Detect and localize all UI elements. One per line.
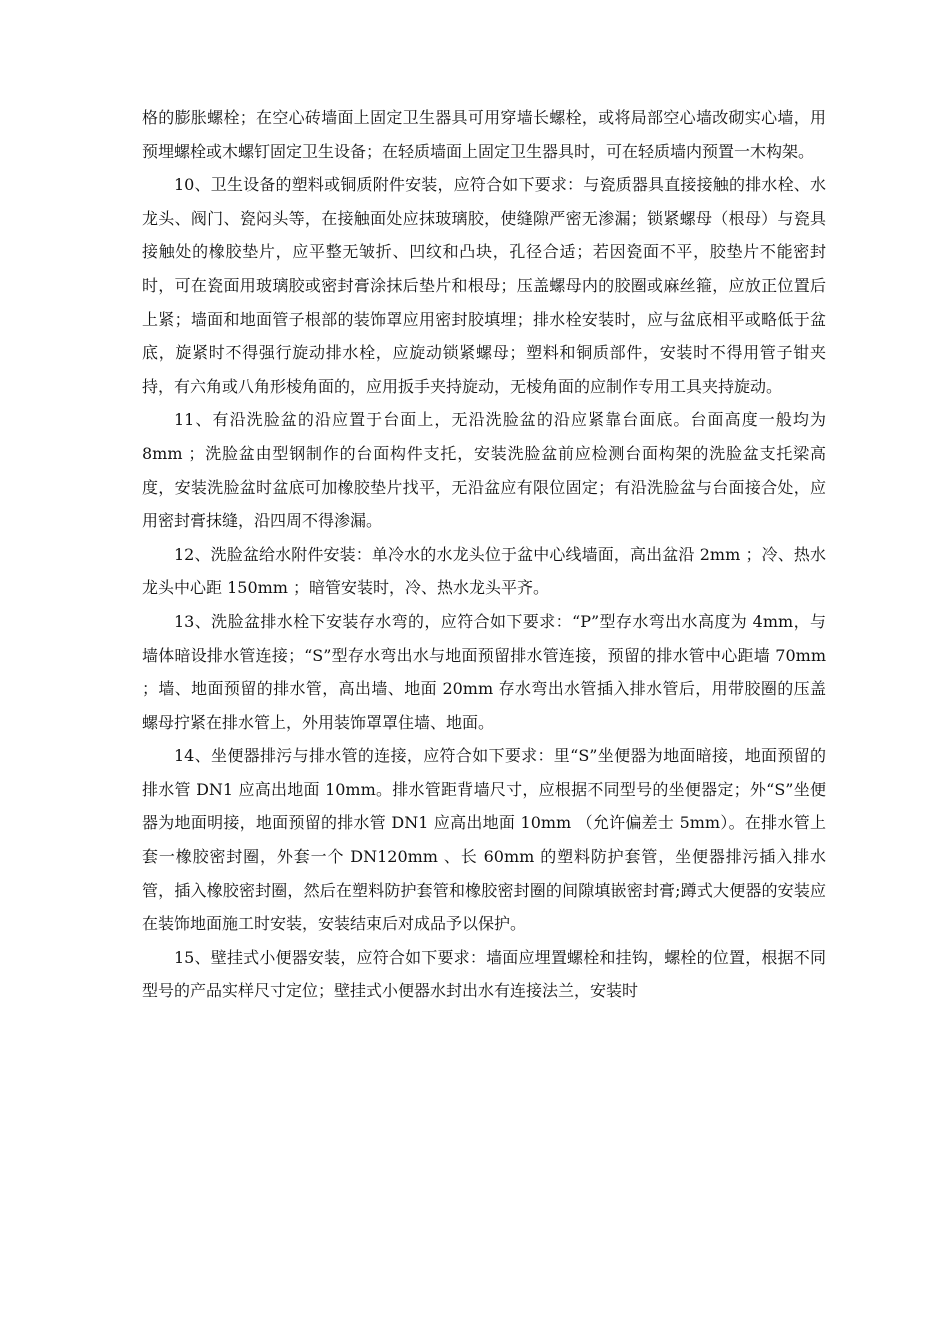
paragraph-continuation: 格的膨胀螺栓；在空心砖墙面上固定卫生器具可用穿墙长螺栓，或将局部空心墙改砌实心墙，用预埋螺栓或木螺钉固定卫生设备；在轻质墙面上固定卫生器具时，可在轻质墙内预置一木构架。 — [142, 108, 826, 161]
paragraph-item-14: 14、坐便器排污与排水管的连接，应符合如下要求：里“S”坐便器为地面暗接，地面预留的排水管 DN1 应高出地面 10mm。排水管距背墙尺寸，应根据不同型号的坐便器定；外“S”坐便器为地面明接，地面预留的排水管 DN1 应高出地面 10mm （允许偏差士 5mm）。在排水管上套一橡胶密封圈，外套一个 DN120mm 、长 60mm 的塑料防护套管，坐便器排污插入排水管，插入橡胶密封圈，然后在塑料防护套管和橡胶密封圈的间隙填嵌密封膏;蹲式大便器的安装应在装饰地面施工时安装，安装结束后对成品予以保护。 — [142, 746, 826, 934]
paragraph-item-15: 15、壁挂式小便器安装，应符合如下要求：墙面应埋置螺栓和挂钩，螺栓的位置，根据不同型号的产品实样尺寸定位；壁挂式小便器水封出水有连接法兰，安装时 — [142, 947, 826, 1001]
paragraph-item-10: 10、卫生设备的塑料或铜质附件安装，应符合如下要求：与瓷质器具直接接触的排水栓、水龙头、阀门、瓷闷头等，在接触面处应抹玻璃胶，使缝隙严密无渗漏；锁紧螺母（根母）与瓷具接触处的橡胶垫片，应平整无皱折、凹纹和凸块，孔径合适；若因瓷面不平，胶垫片不能密封时，可在瓷面用玻璃胶或密封膏涂抹后垫片和根母；压盖螺母内的胶圈或麻丝箍，应放正位置后上紧；墙面和地面管子根部的装饰罩应用密封胶填埋；排水栓安装时，应与盆底相平或略低于盆底，旋紧时不得强行旋动排水栓，应旋动锁紧螺母；塑料和铜质部件，安装时不得用管子钳夹持，有六角或八角形棱角面的，应用扳手夹持旋动，无棱角面的应制作专用工具夹持旋动。 — [142, 175, 826, 396]
paragraph-item-12: 12、洗脸盆给水附件安装：单冷水的水龙头位于盆中心线墙面，高出盆沿 2mm ；冷、热水龙头中心距 150mm ；暗管安装时，冷、热水龙头平齐。 — [142, 544, 826, 598]
paragraph-item-11: 11、有沿洗脸盆的沿应置于台面上，无沿洗脸盆的沿应紧靠台面底。台面高度一般均为 8mm ；洗脸盆由型钢制作的台面构件支托，安装洗脸盆前应检测台面构架的洗脸盆支托梁高度，安装洗脸盆时盆底可加橡胶垫片找平，无沿盆应有限位固定；有沿洗脸盆与台面接合处，应用密封膏抹缝，沿四周不得渗漏。 — [142, 410, 826, 531]
document-body — [142, 101, 826, 1008]
paragraph-item-13: 13、洗脸盆排水栓下安装存水弯的，应符合如下要求：“P”型存水弯出水高度为 4mm，与墙体暗设排水管连接；“S”型存水弯出水与地面预留排水管连接，预留的排水管中心距墙 70mm ；墙、地面预留的排水管，高出墙、地面 20mm 存水弯出水管插入排水管后，用带胶圈的压盖螺母拧紧在排水管上，外用装饰罩罩住墙、地面。 — [142, 611, 826, 732]
